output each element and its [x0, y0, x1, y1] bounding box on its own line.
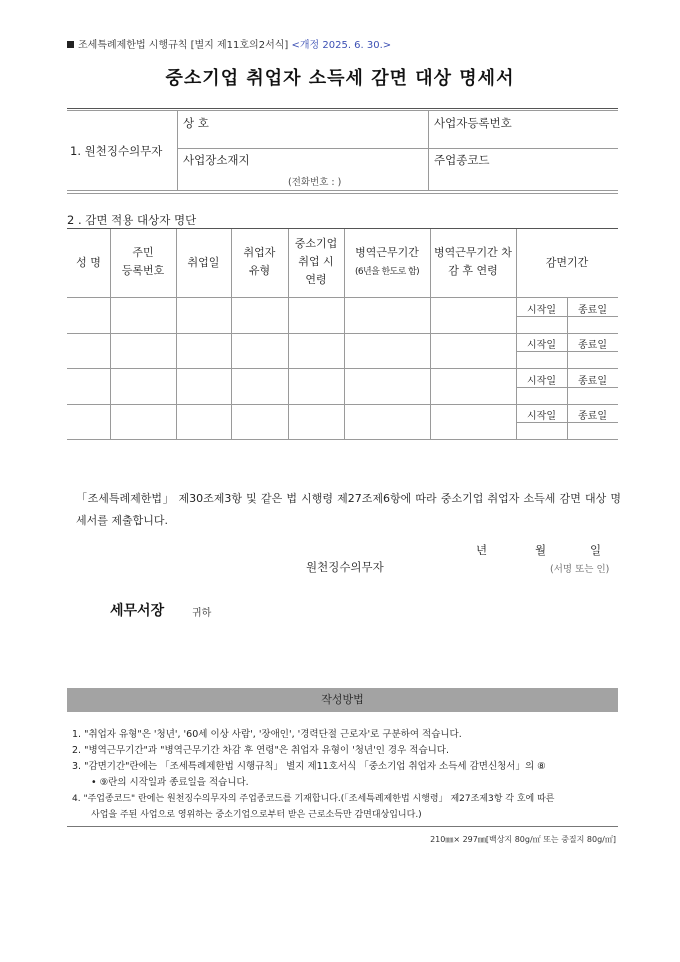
- period-row-divider: [516, 422, 618, 423]
- guide-item: 3. "감면기간"란에는 「조세특례제한법 시행규칙」 별지 제11호서식 「중소기업 취업자 소득세 감면신청서」의 ⑧: [72, 761, 546, 772]
- signature-field[interactable]: (서명 또는 인): [550, 564, 610, 575]
- col-rrn: 주민 등록번호: [121, 246, 165, 277]
- guide-item: 2. "병역근무기간"과 "병역근무기간 차감 후 연령"은 취업자 유형이 '청년'인 경우 적습니다.: [72, 745, 450, 756]
- period-end-label: 종료일: [578, 340, 607, 351]
- table-cell[interactable]: [110, 369, 176, 404]
- law-reference: 조세특례제한법 시행규칙 [별지 제11호의2서식]: [78, 40, 289, 51]
- guide-title-bar: 작성방법: [67, 688, 618, 712]
- table-cell[interactable]: [67, 369, 110, 404]
- period-start-label: 시작일: [527, 305, 556, 316]
- table-cell[interactable]: [288, 298, 344, 333]
- table-cell[interactable]: [110, 333, 176, 368]
- revision-note: <개정 2025. 6. 30.>: [291, 40, 392, 51]
- table-cell[interactable]: [344, 298, 430, 333]
- period-start-label: 시작일: [527, 411, 556, 422]
- section1-row-divider: [177, 148, 618, 149]
- table-cell[interactable]: [288, 369, 344, 404]
- form-header: [67, 36, 391, 51]
- table-row-border: [67, 439, 618, 440]
- table-cell[interactable]: [110, 298, 176, 333]
- square-bullet-icon: [67, 41, 74, 48]
- date-month[interactable]: 월: [535, 543, 547, 557]
- period-start-label: 시작일: [527, 340, 556, 351]
- period-end-label: 종료일: [578, 376, 607, 387]
- table-cell[interactable]: [430, 369, 516, 404]
- honorific-label: 귀하: [192, 608, 212, 619]
- signer-label: 원천징수의무자: [306, 560, 384, 574]
- withholding-agent-label: 1. 원천징수의무자: [70, 144, 163, 158]
- table-top-border: [67, 228, 618, 229]
- table-cell[interactable]: [176, 333, 231, 368]
- period-row-divider: [516, 351, 618, 352]
- guide-bottom-border: [67, 826, 618, 827]
- period-end-label: 종료일: [578, 305, 607, 316]
- business-code-field[interactable]: 주업종코드: [434, 153, 490, 167]
- section2-label: 2 . 감면 적용 대상자 명단: [67, 213, 197, 227]
- section1-bottom-border: [67, 190, 618, 191]
- table-cell[interactable]: [430, 404, 516, 439]
- table-cell[interactable]: [176, 404, 231, 439]
- table-cell[interactable]: [430, 298, 516, 333]
- date-year[interactable]: 년: [476, 543, 488, 557]
- table-cell[interactable]: [231, 298, 288, 333]
- col-age-at-hire: 중소기업 취업 시 연령: [294, 237, 338, 286]
- table-cell[interactable]: [344, 369, 430, 404]
- table-cell[interactable]: [67, 404, 110, 439]
- table-cell[interactable]: [231, 404, 288, 439]
- table-cell[interactable]: [176, 369, 231, 404]
- submission-statement: 「조세특례제한법」 제30조제3항 및 같은 법 시행령 제27조제6항에 따라 중소기업 취업자 소득세 감면 대상 명세서를 제출합니다.: [76, 492, 621, 527]
- table-cell[interactable]: [67, 298, 110, 333]
- table-cell[interactable]: [231, 369, 288, 404]
- section1-mid-divider: [428, 111, 429, 190]
- col-military-period: 병역근무기간 (6년을 한도로 함): [354, 246, 420, 277]
- guide-item: 4. "주업종코드" 란에는 원천징수의무자의 주업종코드를 기재합니다.(「조세특례제한법 시행령」 제27조제3항 각 호에 따른: [72, 794, 555, 804]
- table-cell[interactable]: [344, 333, 430, 368]
- phone-field[interactable]: (전화번호 : ): [288, 177, 342, 188]
- section1-bottom-border-double: [67, 193, 618, 194]
- table-cell[interactable]: [288, 404, 344, 439]
- col-adjusted-age: 병역근무기간 차 감 후 연령: [434, 246, 512, 277]
- guide-item: • ⑨란의 시작일과 종료일을 적습니다.: [91, 777, 249, 788]
- table-cell[interactable]: [430, 333, 516, 368]
- table-cell[interactable]: [288, 333, 344, 368]
- table-cell[interactable]: [344, 404, 430, 439]
- page-title: 중소기업 취업자 소득세 감면 대상 명세서: [165, 68, 515, 89]
- section1-top-border: [67, 108, 618, 109]
- period-row-divider: [516, 387, 618, 388]
- table-cell[interactable]: [231, 333, 288, 368]
- guide-item: 1. "취업자 유형"은 '청년', '60세 이상 사람', '장애인', '경력단절 근로자'로 구분하여 적습니다.: [72, 729, 462, 740]
- section1-top-border-inner: [67, 110, 618, 111]
- col-exemption-period: 감면기간: [545, 256, 589, 269]
- paper-spec: 210㎜× 297㎜[백상지 80g/㎡ 또는 중질지 80g/㎡]: [430, 835, 616, 844]
- table-cell[interactable]: [110, 404, 176, 439]
- period-start-label: 시작일: [527, 376, 556, 387]
- col-worker-type: 취업자 유형: [243, 246, 276, 277]
- guide-item: 사업을 주된 사업으로 영위하는 중소기업으로부터 받은 근로소득만 감면대상입니다.): [91, 810, 422, 820]
- table-cell[interactable]: [176, 298, 231, 333]
- col-hire-date: 취업일: [187, 256, 220, 269]
- table-cell[interactable]: [67, 333, 110, 368]
- col-name: 성 명: [76, 256, 101, 269]
- section1-divider: [177, 111, 178, 190]
- biz-address-field[interactable]: 사업장소재지: [183, 153, 250, 167]
- company-name-field[interactable]: 상 호: [183, 116, 209, 130]
- date-day[interactable]: 일: [590, 543, 602, 557]
- period-end-label: 종료일: [578, 411, 607, 422]
- tax-office-label: 세무서장: [110, 603, 165, 619]
- biz-reg-no-field[interactable]: 사업자등록번호: [434, 116, 512, 130]
- period-row-divider: [516, 316, 618, 317]
